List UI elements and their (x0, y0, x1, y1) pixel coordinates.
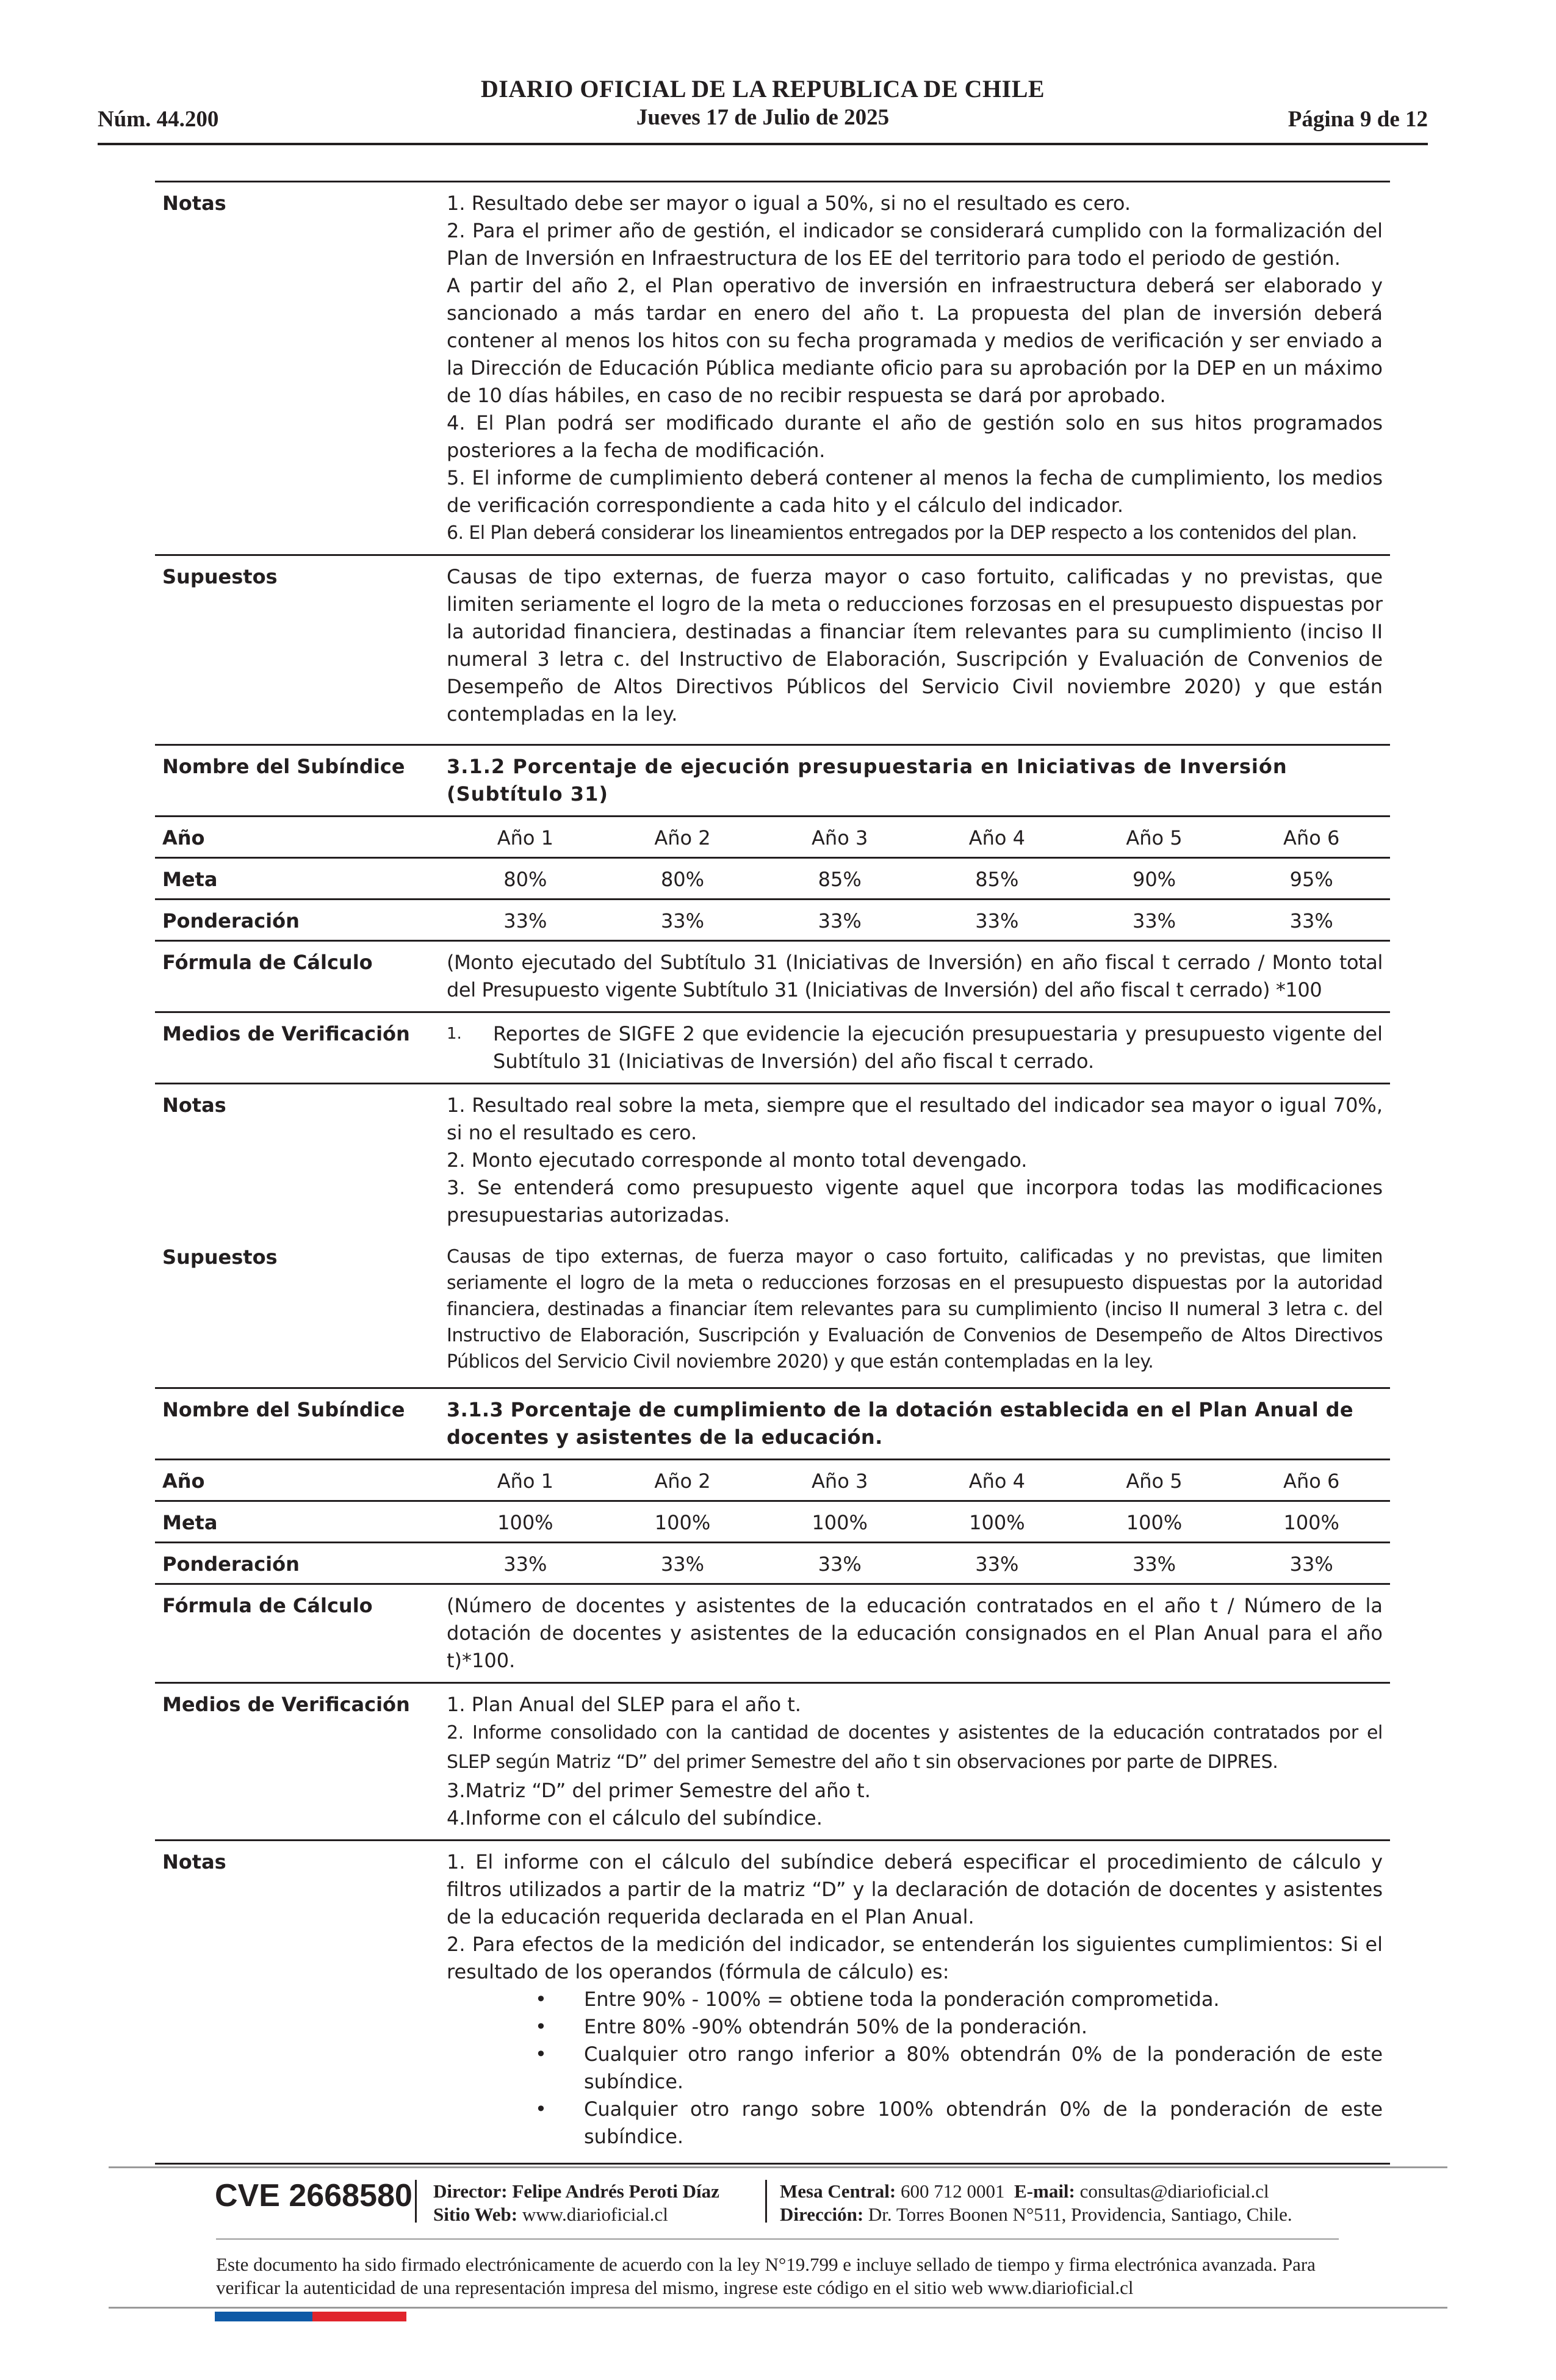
row-supuestos-2 (155, 1236, 1390, 1382)
list-item-text: Entre 90% - 100% = obtiene toda la ponderación comprometida. (584, 1988, 1220, 2011)
medios-item: 4.Informe con el cálculo del subíndice. (447, 1806, 823, 1830)
list-item-text: Entre 80% -90% obtendrán 50% de la ponderación. (584, 2015, 1088, 2038)
row-meta-2 (155, 857, 1390, 898)
meta-cell: 100% (1283, 1511, 1339, 1534)
label-medios: Medios de Verificación (162, 1022, 410, 1045)
row-formula-2 (155, 940, 1390, 1011)
year-cell: Año 2 (654, 826, 711, 849)
address-label: Dirección: (780, 2204, 864, 2225)
web-link[interactable]: www.diarioficial.cl (522, 2204, 668, 2225)
subindice-name (447, 1389, 1390, 1459)
nota-item: 1. Resultado real sobre la meta, siempre que el resultado del indicador sea mayor o igual 70%, si no el resultado es cero. (447, 1094, 1383, 1144)
ponderacion-cell: 33% (975, 909, 1019, 932)
row-nombre-subindice-3 (155, 1387, 1390, 1459)
address: Dr. Torres Boonen N°511, Providencia, Santiago, Chile. (868, 2204, 1292, 2225)
footer-divider (765, 2180, 767, 2223)
nota-item: 6. El Plan deberá considerar los lineamientos entregados por la DEP respecto a los contenidos del plan. (447, 522, 1357, 544)
supuestos-paragraph: Causas de tipo externas, de fuerza mayor o caso fortuito, calificadas y no previstas, que limiten seriamente el logro de la meta o reducciones forzosas en el presupuesto dispuestas por la autoridad financiera, destinadas a financiar ítem relevantes para su cumplimiento (inciso II numeral 3 letra c. del Instructivo de Elaboración, Suscripción y Evaluación de Convenios de Desempeño de Altos Directivos Públicos del Servicio Civil noviembre 2020) y que están contempladas en la ley. (447, 565, 1383, 726)
row-notas-3 (155, 1839, 1390, 2165)
label-notas: Notas (162, 1094, 226, 1117)
footer-contact-block (780, 2180, 1292, 2226)
label-ano: Año (162, 826, 205, 849)
formula-text (447, 1585, 1390, 1682)
row-medios-2 (155, 1011, 1390, 1083)
director-name: Felipe Andrés Peroti Díaz (512, 2180, 719, 2202)
year-cells (447, 1460, 1390, 1500)
label-formula: Fórmula de Cálculo (162, 951, 373, 974)
ponderacion-cell: 33% (1132, 1552, 1176, 1576)
bullet: • (535, 1988, 547, 2011)
footer-bottom-rule (109, 2307, 1447, 2309)
bullet: • (535, 2015, 547, 2038)
ponderacion-cell: 33% (660, 1552, 705, 1576)
meta-cell: 100% (497, 1511, 553, 1534)
row-formula-3 (155, 1583, 1390, 1682)
medios-item: 1. Plan Anual del SLEP para el año t. (447, 1693, 801, 1716)
year-cell: Año 5 (1126, 1469, 1183, 1493)
year-cell: Año 1 (497, 826, 553, 849)
year-cell: Año 6 (1283, 826, 1340, 849)
meta-cell: 100% (969, 1511, 1025, 1534)
newspaper-title: DIARIO OFICIAL DE LA REPUBLICA DE CHILE (480, 75, 1045, 103)
ponderacion-cell: 33% (660, 909, 705, 932)
label-ponderacion: Ponderación (162, 909, 300, 932)
meta-cell: 90% (1132, 868, 1176, 891)
nota-item: 4. El Plan podrá ser modificado durante el año de gestión solo en sus hitos programados posteriores a la fecha de modificación. (447, 411, 1383, 462)
meta-cells (447, 1502, 1390, 1542)
ponderacion-cells (447, 1543, 1390, 1583)
meta-cell: 85% (975, 868, 1019, 891)
ponderacion-cell: 33% (1289, 909, 1333, 932)
medios-item (447, 1020, 1383, 1075)
flag-stripe-red (312, 2312, 406, 2321)
notas-text (447, 1841, 1390, 2163)
medios-item-number: 1. (447, 1025, 462, 1043)
cve-code: CVE 2668580 (215, 2178, 412, 2213)
issue-number: Núm. 44.200 (98, 107, 219, 132)
label-ponderacion: Ponderación (162, 1552, 300, 1576)
issue-date: Jueves 17 de Julio de 2025 (636, 105, 890, 130)
list-item (535, 1986, 1383, 2013)
ponderacion-cell: 33% (818, 909, 862, 932)
footer-mid-rule (216, 2238, 1339, 2240)
row-ponderacion-2 (155, 898, 1390, 940)
list-item (535, 2096, 1383, 2151)
row-ponderacion-3 (155, 1542, 1390, 1583)
subindice-name (447, 746, 1390, 815)
label-supuestos: Supuestos (162, 565, 278, 588)
cumplimiento-list (447, 1986, 1383, 2151)
ponderacion-cell: 33% (1289, 1552, 1333, 1576)
label-notas: Notas (162, 1850, 226, 1873)
email-link[interactable]: consultas@diarioficial.cl (1079, 2180, 1269, 2202)
ponderacion-cell: 33% (1132, 909, 1176, 932)
supuestos-paragraph: Causas de tipo externas, de fuerza mayor o caso fortuito, calificadas y no previstas, que limiten seriamente el logro de la meta o reducciones forzosas en el presupuesto dispuestas por la autoridad financiera, destinadas a financiar ítem relevantes para su cumplimiento (inciso II numeral 3 letra c. del Instructivo de Elaboración, Suscripción y Evaluación de Convenios de Desempeño de Altos Directivos Públicos del Servicio Civil noviembre 2020) y que están contempladas en la ley. (447, 1246, 1383, 1372)
label-nombre-subindice: Nombre del Subíndice (162, 755, 405, 778)
row-medios-3 (155, 1682, 1390, 1839)
label-meta: Meta (162, 868, 218, 891)
meta-cell: 80% (503, 868, 547, 891)
list-item (535, 2041, 1383, 2096)
ponderacion-cell: 33% (975, 1552, 1019, 1576)
page-number: Página 9 de 12 (1288, 107, 1428, 132)
formula-text (447, 942, 1390, 1011)
mesa-label: Mesa Central: (780, 2180, 896, 2202)
year-cell: Año 3 (812, 826, 868, 849)
ponderacion-cell: 33% (503, 909, 547, 932)
meta-cell: 85% (818, 868, 862, 891)
list-item-text: Cualquier otro rango inferior a 80% obtendrán 0% de la ponderación de este subíndice. (584, 2043, 1383, 2093)
row-meta-3 (155, 1500, 1390, 1542)
list-item (535, 2013, 1383, 2041)
meta-cell: 95% (1289, 868, 1333, 891)
subindice-title: 3.1.2 Porcentaje de ejecución presupuestaria en Iniciativas de Inversión (Subtítulo 31) (447, 755, 1288, 806)
nota-item: 3. Se entenderá como presupuesto vigente aquel que incorpora todas las modificaciones presupuestarias autorizadas. (447, 1176, 1383, 1227)
supuestos-text (447, 1236, 1390, 1382)
medios-item: 2. Informe consolidado con la cantidad de docentes y asistentes de la educación contratados por el SLEP según Matriz “D” del primer Semestre del año t sin observaciones por parte de DIPRES. (447, 1722, 1383, 1773)
medios-text (447, 1684, 1390, 1839)
flag-stripe-blue (215, 2312, 312, 2321)
page-header (98, 74, 1428, 145)
meta-cell: 100% (1126, 1511, 1183, 1534)
subindice-title: 3.1.3 Porcentaje de cumplimiento de la dotación establecida en el Plan Anual de docentes y asistentes de la educación. (447, 1398, 1354, 1449)
footer-top-rule (109, 2166, 1447, 2168)
year-cell: Año 5 (1126, 826, 1183, 849)
medios-item-text: Reportes de SIGFE 2 que evidencie la ejecución presupuestaria y presupuesto vigente del Subtítulo 31 (Iniciativas de Inversión) del año fiscal t cerrado. (493, 1022, 1383, 1073)
meta-cell: 100% (654, 1511, 711, 1534)
notas-text (447, 182, 1390, 554)
year-cell: Año 4 (968, 826, 1025, 849)
nota-item: 1. Resultado debe ser mayor o igual a 50%, si no el resultado es cero. (447, 192, 1131, 215)
mesa-phone: 600 712 0001 (901, 2180, 1005, 2202)
supuestos-text (447, 556, 1390, 735)
footer-divider (415, 2180, 417, 2223)
label-nombre-subindice: Nombre del Subíndice (162, 1398, 405, 1421)
label-formula: Fórmula de Cálculo (162, 1594, 373, 1617)
indicator-table (155, 181, 1390, 2165)
nota-item: 1. El informe con el cálculo del subíndice deberá especificar el procedimiento de cálculo y filtros utilizados a partir de la matriz “D” y la declaración de dotación de docentes y asistentes de la educación requerida declarada en el Plan Anual. (447, 1850, 1383, 1928)
label-medios: Medios de Verificación (162, 1693, 410, 1716)
masthead (98, 74, 1428, 132)
ponderacion-cell: 33% (818, 1552, 862, 1576)
year-cells (447, 817, 1390, 857)
medios-item: 3.Matriz “D” del primer Semestre del año t. (447, 1779, 871, 1802)
year-cell: Año 1 (497, 1469, 553, 1493)
row-notas-2 (155, 1083, 1390, 1236)
email-label: E-mail: (1014, 2180, 1075, 2202)
meta-cells (447, 859, 1390, 898)
year-cell: Año 4 (968, 1469, 1025, 1493)
row-supuestos-1 (155, 554, 1390, 735)
bullet: • (535, 2097, 547, 2121)
row-notas-1 (155, 181, 1390, 554)
row-nombre-subindice-2 (155, 744, 1390, 815)
ponderacion-cell: 33% (503, 1552, 547, 1576)
label-notas: Notas (162, 192, 226, 215)
nota-item: 2. Para efectos de la medición del indicador, se entenderán los siguientes cumplimientos: Si el resultado de los operandos (fórmula de cálculo) es: (447, 1933, 1383, 1983)
notas-text (447, 1084, 1390, 1236)
row-ano-3 (155, 1459, 1390, 1500)
formula-paragraph: (Número de docentes y asistentes de la educación contratados en el año t / Número de la dotación de docentes y asistentes de la educación consignados en el Plan Anual para el año t)*100. (447, 1594, 1383, 1672)
legal-notice: Este documento ha sido firmado electrónicamente de acuerdo con la ley N°19.799 e incluye sellado de tiempo y firma electrónica avanzada. Para verificar la autenticidad de una representación impresa del mismo, ingrese este código en el sitio web www.diarioficial.cl (216, 2254, 1316, 2298)
nota-item: 2. Para el primer año de gestión, el indicador se considerará cumplido con la formalización del Plan de Inversión en Infraestructura de los EE del territorio para todo el periodo de gestión. (447, 219, 1383, 270)
ponderacion-cells (447, 900, 1390, 940)
label-ano: Año (162, 1469, 205, 1493)
medios-text (447, 1013, 1390, 1083)
nota-item: 2. Monto ejecutado corresponde al monto total devengado. (447, 1149, 1028, 1172)
bullet: • (535, 2043, 547, 2066)
meta-cell: 100% (812, 1511, 868, 1534)
label-supuestos: Supuestos (162, 1246, 278, 1269)
year-cell: Año 6 (1283, 1469, 1340, 1493)
formula-paragraph: (Monto ejecutado del Subtítulo 31 (Iniciativas de Inversión) en año fiscal t cerrado / Monto total del Presupuesto vigente Subtítulo 31 (Iniciativas de Inversión) del año fiscal t cerrado) *100 (447, 951, 1383, 1001)
nota-item: A partir del año 2, el Plan operativo de inversión en infraestructura deberá ser elaborado y sancionado a más tardar en enero del año t. La propuesta del plan de inversión deberá contener al menos los hitos con su fecha programada y medios de verificación y ser enviado a la Dirección de Educación Pública mediante oficio para su aprobación por la DEP en un máximo de 10 días hábiles, en caso de no recibir respuesta se dará por aprobado. (447, 274, 1383, 407)
nota-item: 5. El informe de cumplimiento deberá contener al menos la fecha de cumplimiento, los medios de verificación correspondiente a cada hito y el cálculo del indicador. (447, 466, 1383, 517)
web-label: Sitio Web: (433, 2204, 518, 2225)
meta-cell: 80% (660, 868, 705, 891)
footer-director-block (433, 2180, 719, 2226)
year-cell: Año 3 (812, 1469, 868, 1493)
row-ano-2 (155, 815, 1390, 857)
label-meta: Meta (162, 1511, 218, 1534)
list-item-text: Cualquier otro rango sobre 100% obtendrán 0% de la ponderación de este subíndice. (584, 2097, 1383, 2148)
director-label: Director: (433, 2180, 508, 2202)
year-cell: Año 2 (654, 1469, 711, 1493)
